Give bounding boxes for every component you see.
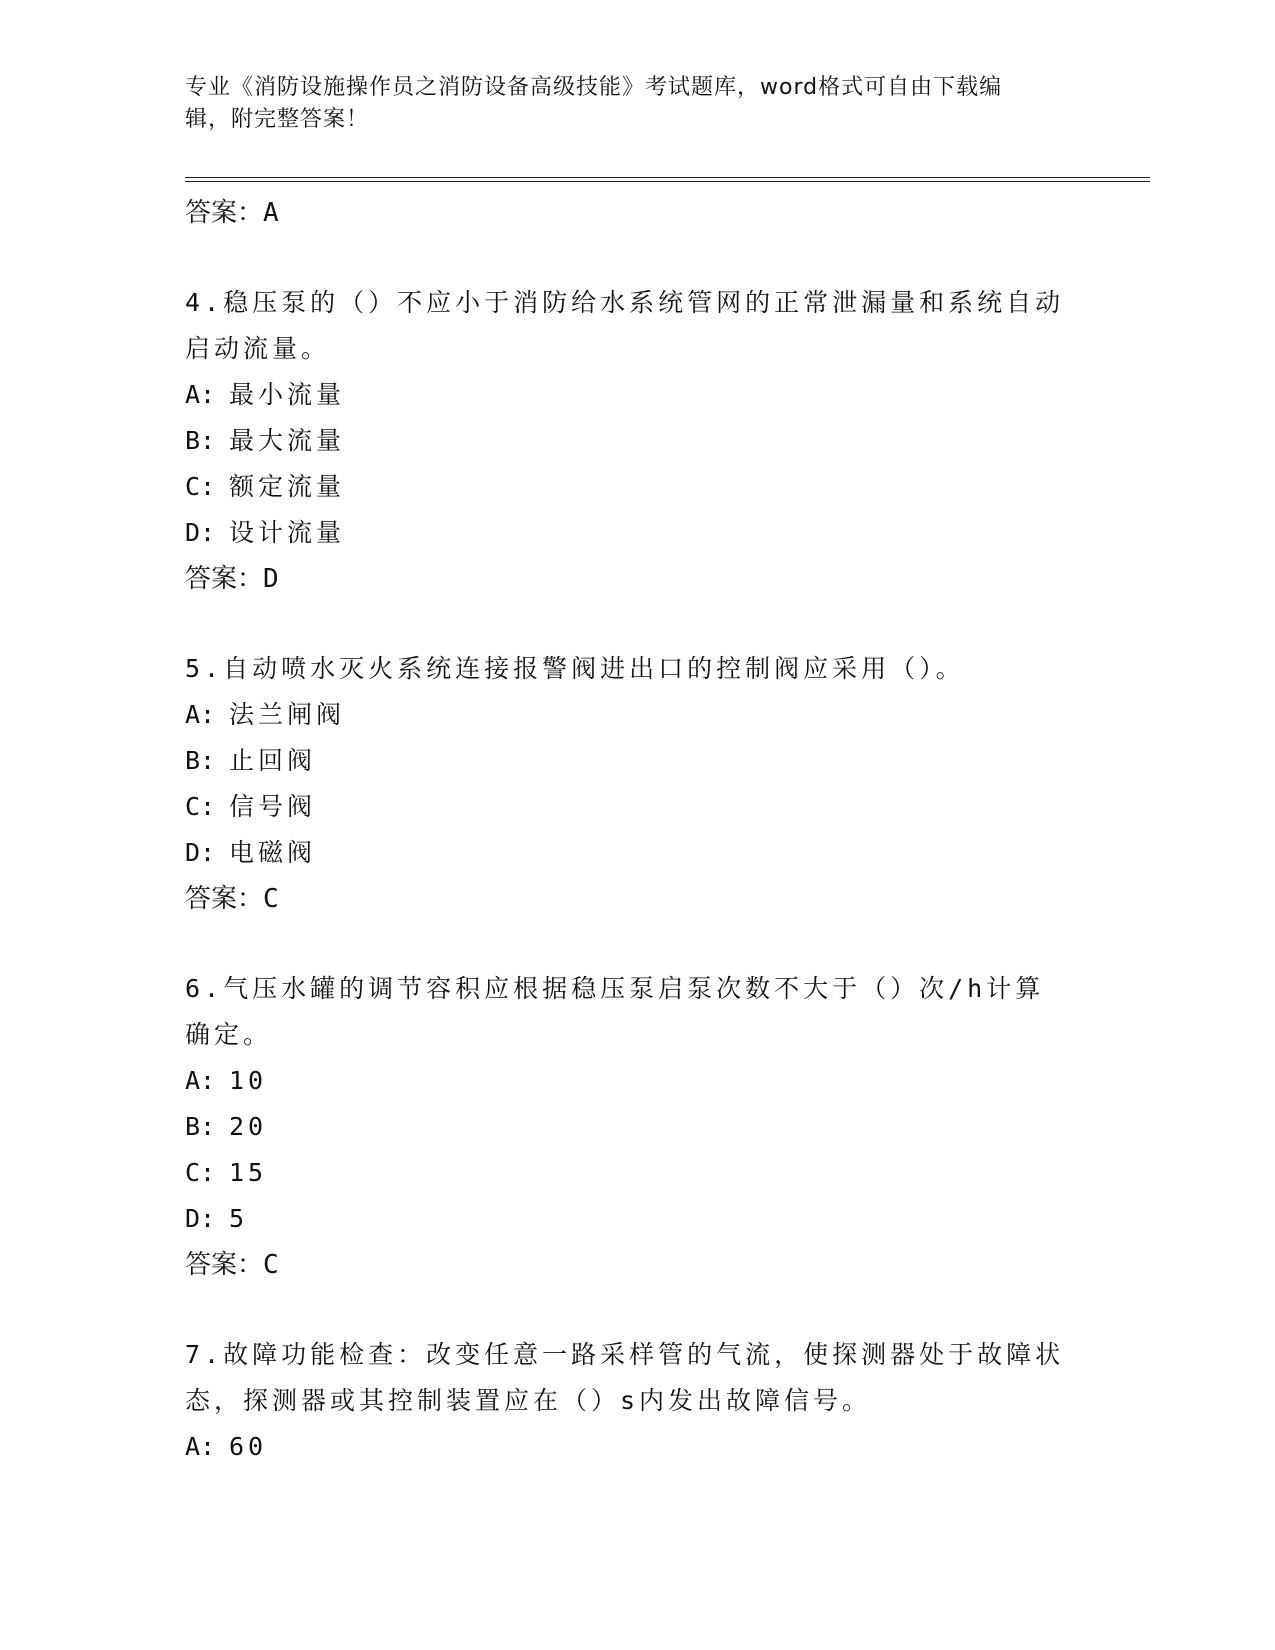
document-header: [185, 72, 1065, 136]
option-text: 电磁阀: [229, 838, 317, 867]
answer-value: C: [263, 884, 279, 914]
question-list: [185, 190, 1065, 1470]
answer-label: 答案：: [185, 564, 264, 594]
answer-label: 答案：: [185, 884, 264, 914]
option-text: 止回阀: [229, 746, 317, 775]
answer-line: [185, 190, 1065, 236]
option-key: B:: [185, 426, 216, 455]
header-divider-top: [185, 177, 1150, 178]
option-key: C:: [185, 472, 216, 501]
option-c: [185, 784, 1065, 830]
question-item: [185, 966, 1065, 1288]
option-text: 额定流量: [229, 472, 346, 501]
option-key: D:: [185, 518, 216, 547]
option-c: [185, 1150, 1065, 1196]
question-text: [185, 280, 1065, 372]
question-text: [185, 1332, 1065, 1424]
header-line-2: 辑，附完整答案！: [185, 107, 370, 132]
question-text: [185, 646, 1065, 692]
question-item: [185, 280, 1065, 602]
answer-line: [185, 556, 1065, 602]
option-key: A:: [185, 700, 216, 729]
option-key: D:: [185, 838, 216, 867]
question-number: 4.: [185, 288, 224, 317]
question-body: 自动喷水灭火系统连接报警阀进出口的控制阀应采用（）。: [223, 654, 965, 683]
question-number: 5.: [185, 654, 224, 683]
option-text: 20: [229, 1112, 268, 1141]
option-text: 最大流量: [229, 426, 346, 455]
option-key: B:: [185, 1112, 216, 1141]
option-a: [185, 1058, 1065, 1104]
option-b: [185, 738, 1065, 784]
option-a: [185, 692, 1065, 738]
option-text: 法兰闸阀: [229, 700, 346, 729]
option-a: [185, 372, 1065, 418]
option-key: A:: [185, 380, 216, 409]
option-text: 60: [229, 1432, 268, 1461]
option-key: D:: [185, 1204, 216, 1233]
question-number: 7.: [185, 1340, 224, 1369]
answer-value: C: [263, 1250, 279, 1280]
option-key: A:: [185, 1066, 216, 1095]
option-b: [185, 418, 1065, 464]
answer-value: A: [263, 198, 279, 228]
option-key: B:: [185, 746, 216, 775]
option-key: C:: [185, 1158, 216, 1187]
answer-value: D: [263, 564, 279, 594]
option-a: [185, 1424, 1065, 1470]
answer-line: [185, 1242, 1065, 1288]
option-text: 15: [229, 1158, 268, 1187]
option-b: [185, 1104, 1065, 1150]
option-d: [185, 830, 1065, 876]
answer-line: [185, 876, 1065, 922]
option-key: A:: [185, 1432, 216, 1461]
question-body: 故障功能检查：改变任意一路采样管的气流，使探测器处于故障状态，探测器或其控制装置应在（）s内发出故障信号。: [185, 1340, 1065, 1415]
question-body: 稳压泵的（）不应小于消防给水系统管网的正常泄漏量和系统自动启动流量。: [185, 288, 1065, 363]
question-item: [185, 646, 1065, 922]
question-item: [185, 1332, 1065, 1470]
option-text: 信号阀: [229, 792, 317, 821]
header-divider-bottom: [185, 181, 1150, 182]
option-text: 设计流量: [229, 518, 346, 547]
question-number: 6.: [185, 974, 224, 1003]
answer-label: 答案：: [185, 1250, 264, 1280]
option-c: [185, 464, 1065, 510]
header-line-1: 专业《消防设施操作员之消防设备高级技能》考试题库，word格式可自由下载编: [185, 75, 1003, 100]
option-text: 5: [229, 1204, 249, 1233]
option-d: [185, 510, 1065, 556]
question-text: [185, 966, 1065, 1058]
option-key: C:: [185, 792, 216, 821]
question-body: 气压水罐的调节容积应根据稳压泵启泵次数不大于（）次/h计算确定。: [185, 974, 1045, 1049]
option-d: [185, 1196, 1065, 1242]
option-text: 最小流量: [229, 380, 346, 409]
option-text: 10: [229, 1066, 268, 1095]
answer-label: 答案：: [185, 198, 264, 228]
